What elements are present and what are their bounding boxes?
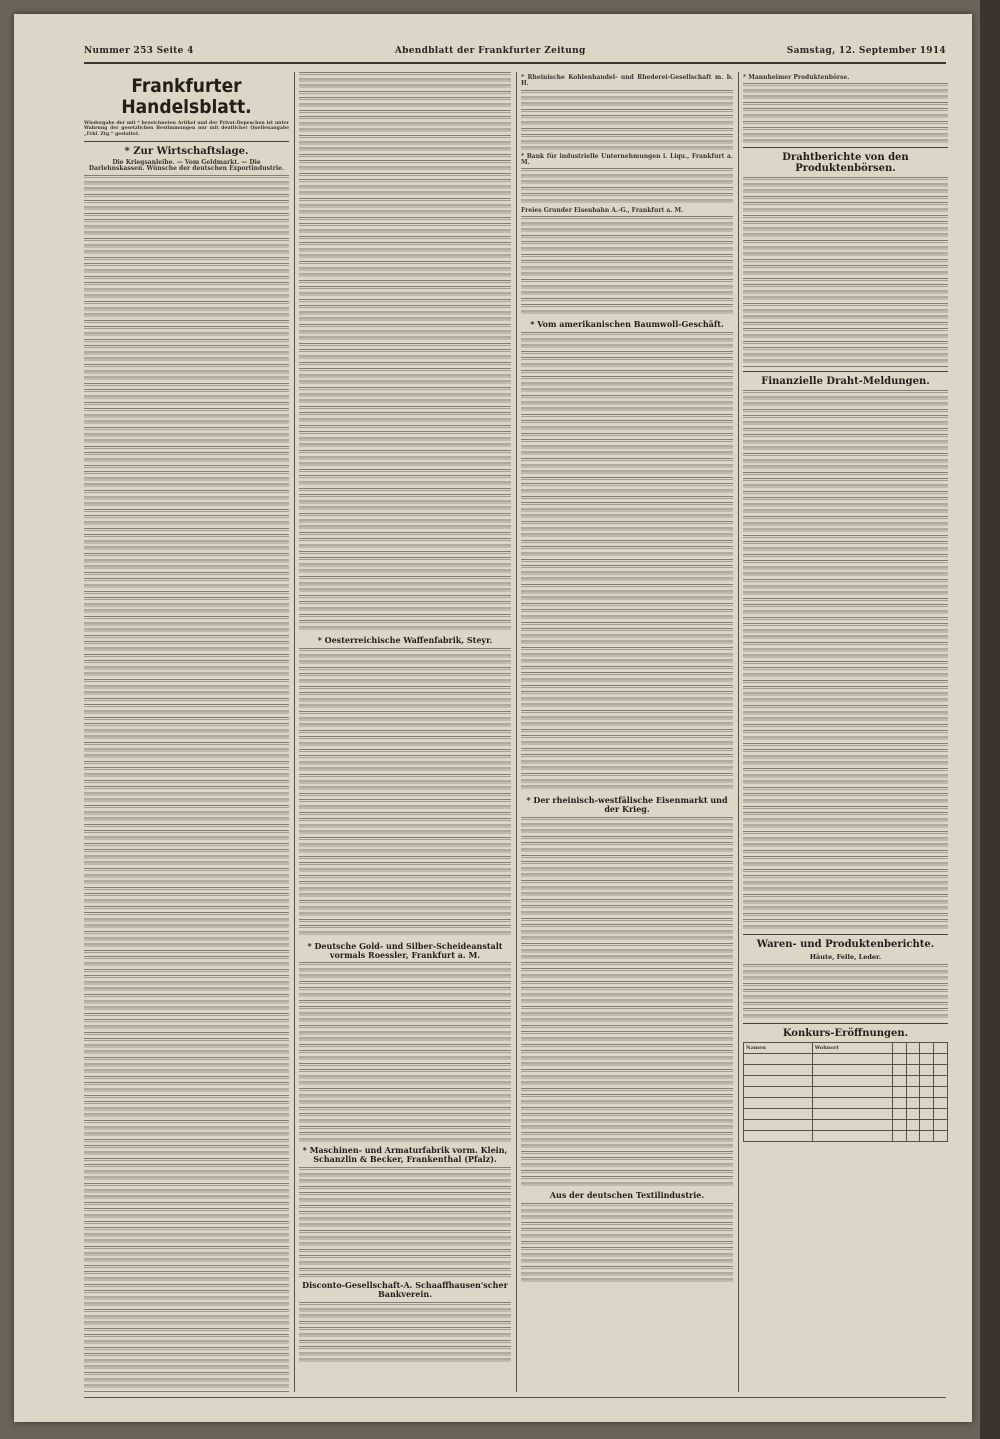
konkurs-table <box>743 1042 948 1142</box>
table-row <box>744 1065 948 1076</box>
article-body <box>743 390 948 930</box>
table-row <box>744 1098 948 1109</box>
table-row <box>744 1109 948 1120</box>
newspaper-name: Abendblatt der Frankfurter Zeitung <box>394 46 586 56</box>
heading-grunder: Freies Grunder Eisenbahn A.-G., Frankfurt a. M. <box>521 207 684 215</box>
article-body <box>299 962 511 1142</box>
page-footer <box>84 1397 946 1408</box>
heading-steyr: * Oesterreichische Waffenfabrik, Steyr. <box>317 635 493 645</box>
article-body <box>521 332 733 792</box>
heading-mannheim: * Mannheimer Produktenbörse. <box>743 74 850 81</box>
heading-scheideanstalt: * Deutsche Gold- und Silber-Scheideanstalt vormals Roessler, Frankfurt a. M. <box>307 940 503 960</box>
heading-konkurs: Konkurs-Eröffnungen. <box>782 1028 909 1040</box>
heading-finanzielle: Finanzielle Draht-Meldungen. <box>761 376 930 388</box>
masthead <box>84 46 946 64</box>
issue-number: Nummer 253 Seite 4 <box>84 46 194 56</box>
table-row <box>744 1131 948 1142</box>
article-body <box>743 83 948 143</box>
article-body <box>521 1203 733 1283</box>
article-body <box>521 168 733 204</box>
lead-line: Die Kriegsanleihe. — Vom Geldmarkt. — Die Darlehnskassen. Wünsche der deutschen Exportindustrie. <box>88 159 285 173</box>
issue-date: Samstag, 12. September 1914 <box>786 46 946 56</box>
reprint-note: Wiedergabe der mit * bezeichneten Artikel und der Privat-Depeschen ist unter Wahrung der gesetzlichen Bestimmungen nur mit deutlicher Quellenangabe „Frkf. Ztg.“ gestattet. <box>84 120 289 137</box>
article-body <box>521 216 733 316</box>
heading-kohlenhandel: * Rheinische Kohlenhandel- und Rhederei-Gesellschaft m. b. H. <box>521 74 733 88</box>
section-wirtschaftslage: * Zur Wirtschaftslage. <box>124 146 249 157</box>
table-row <box>744 1054 948 1065</box>
heading-disconto: Disconto-Gesellschaft-A. Schaaffhausen'scher Bankverein. <box>302 1279 508 1299</box>
column-1 <box>84 72 289 1392</box>
table-header-wohnort: Wohnort <box>812 1043 892 1054</box>
article-body <box>299 72 511 632</box>
heading-maschinenfabrik: * Maschinen- und Armaturfabrik vorm. Klein, Schanzlin & Becker, Frankenthal (Pfalz). <box>302 1145 508 1165</box>
heading-bank: * Bank für industrielle Unternehmungen i. Liqu., Frankfurt a. M. <box>521 152 733 166</box>
heading-drahtberichte: Drahtberichte von den Produktenbörsen. <box>782 152 909 175</box>
table-row <box>744 1120 948 1131</box>
heading-baumwolle: * Vom amerikanischen Baumwoll-Geschäft. <box>530 319 724 330</box>
heading-textilindustrie: Aus der deutschen Textilindustrie. <box>549 1189 705 1200</box>
heading-haeute: Häute, Felle, Leder. <box>809 953 882 962</box>
table-row <box>744 1087 948 1098</box>
column-4 <box>743 72 948 1392</box>
article-body <box>299 1167 511 1277</box>
newspaper-page <box>14 14 972 1422</box>
article-body <box>299 1302 511 1362</box>
handelsblatt-title: Frankfurter Handelsblatt. <box>121 75 252 118</box>
heading-waren: Waren- und Produktenberichte. <box>756 939 935 951</box>
column-3 <box>521 72 733 1392</box>
table-row <box>744 1076 948 1087</box>
binding-edge <box>980 0 1000 1439</box>
article-body <box>299 648 511 938</box>
article-body <box>84 175 289 1392</box>
table-header-name: Namen <box>744 1043 813 1054</box>
heading-eisenmarkt: * Der rheinisch-westfälische Eisenmarkt und der Krieg. <box>526 795 728 815</box>
column-2 <box>299 72 511 1392</box>
article-body <box>743 177 948 367</box>
article-body <box>521 90 733 150</box>
article-body <box>743 964 948 1019</box>
article-body <box>521 817 733 1187</box>
